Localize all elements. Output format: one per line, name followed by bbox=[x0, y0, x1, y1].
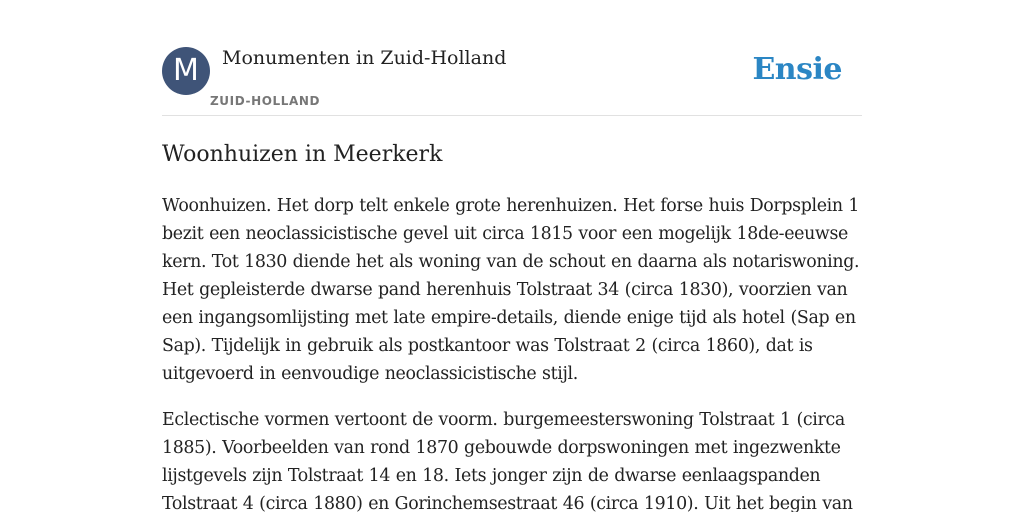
text-line: Tolstraat 4 (circa 1880) en Gorinchemsestraat 46 (circa 1910). Uit het begin van bbox=[162, 494, 853, 512]
source-avatar[interactable]: M bbox=[162, 47, 210, 95]
text-line: kern. Tot 1830 diende het als woning van de schout en daarna als notariswoning. bbox=[162, 252, 860, 272]
source-category-link[interactable]: ZUID-HOLLAND bbox=[210, 94, 321, 108]
text-line: uitgevoerd in eenvoudige neoclassicistische stijl. bbox=[162, 364, 578, 384]
text-line: Woonhuizen. Het dorp telt enkele grote herenhuizen. Het forse huis Dorpsplein 1 bbox=[162, 196, 860, 216]
text-line: bezit een neoclassicistische gevel uit circa 1815 voor een mogelijk 18de-eeuwse bbox=[162, 224, 848, 244]
paragraph-2 bbox=[162, 406, 862, 512]
text-line: een ingangsomlijsting met late empire-details, diende enige tijd als hotel (Sap en bbox=[162, 308, 856, 328]
text-line: Sap). Tijdelijk in gebruik als postkantoor was Tolstraat 2 (circa 1860), dat is bbox=[162, 336, 813, 356]
paragraph-1 bbox=[162, 192, 862, 388]
text-line: Het gepleisterde dwarse pand herenhuis Tolstraat 34 (circa 1830), voorzien van bbox=[162, 280, 848, 300]
article-body bbox=[162, 192, 862, 512]
brand-logo[interactable]: Ensie bbox=[752, 52, 842, 87]
article-title: Woonhuizen in Meerkerk bbox=[162, 142, 443, 167]
text-line: lijstgevels zijn Tolstraat 14 en 18. Iets jonger zijn de dwarse eenlaagspanden bbox=[162, 466, 821, 486]
header bbox=[162, 46, 862, 116]
text-line: 1885). Voorbeelden van rond 1870 gebouwde dorpswoningen met ingezwenkte bbox=[162, 438, 841, 458]
header-divider bbox=[162, 115, 862, 116]
source-title-link[interactable]: Monumenten in Zuid-Holland bbox=[222, 47, 507, 69]
text-line: Eclectische vormen vertoont de voorm. burgemeesterswoning Tolstraat 1 (circa bbox=[162, 410, 845, 430]
